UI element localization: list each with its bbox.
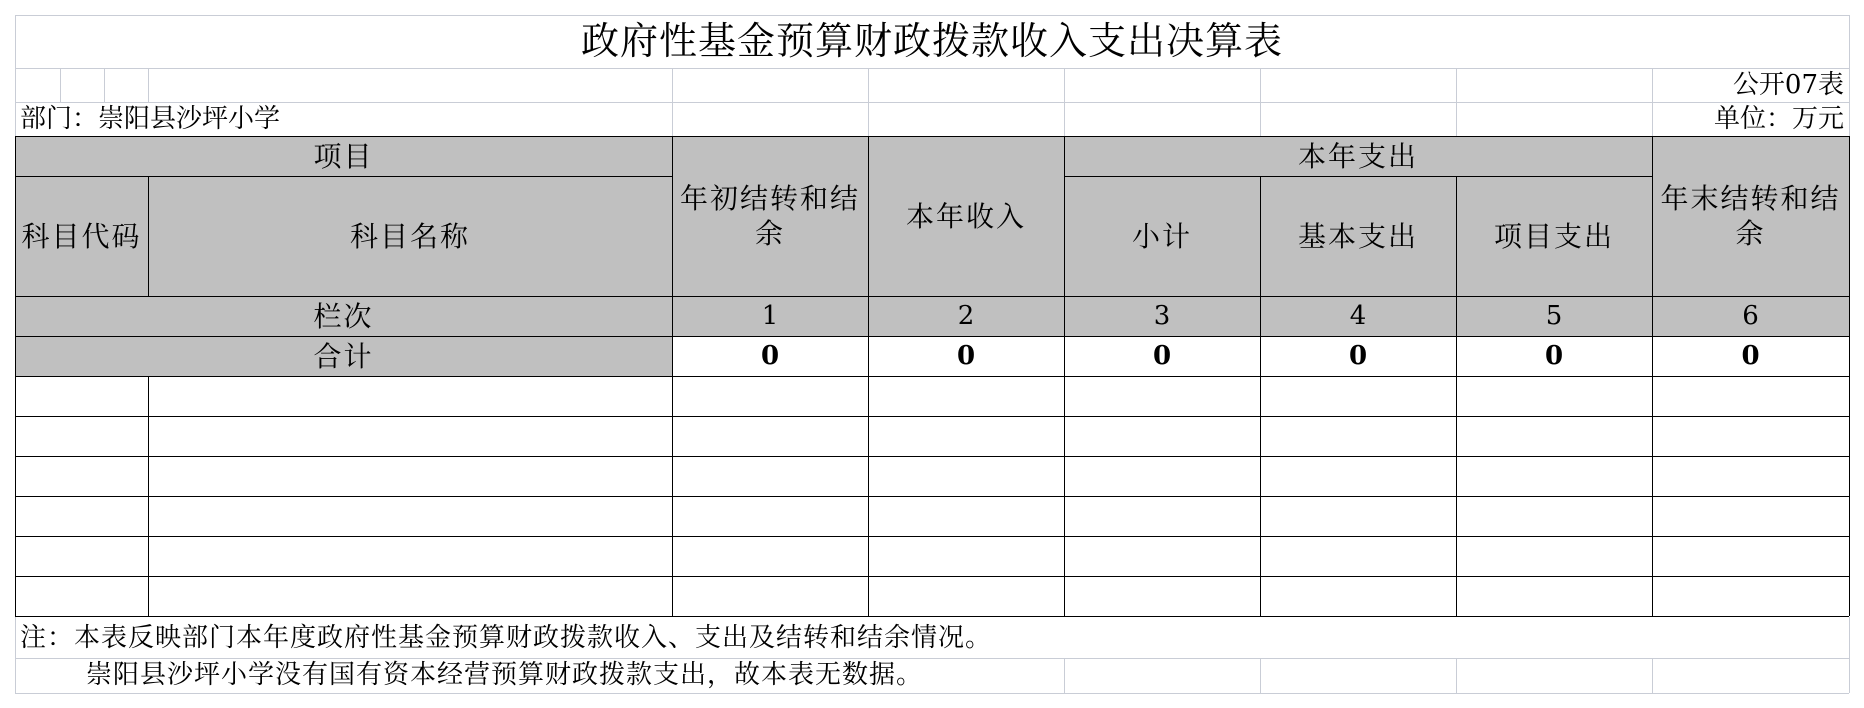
gridline	[60, 68, 61, 102]
header-code: 科目代码	[21, 219, 142, 253]
gridline	[104, 68, 105, 102]
table-border	[148, 376, 149, 616]
table-border	[15, 576, 1849, 577]
form-code: 公开07表	[1732, 69, 1844, 100]
gridline	[672, 68, 673, 136]
table-border	[1849, 136, 1850, 616]
table-border	[15, 616, 1849, 617]
gridline	[1456, 68, 1457, 136]
table-border	[15, 376, 1849, 377]
header-project: 项目	[313, 139, 374, 173]
unit-label: 单位：万元	[1713, 103, 1844, 134]
gridline	[1849, 15, 1850, 136]
gridline	[15, 693, 1849, 694]
header-carry-begin: 年初结转和结余	[679, 182, 860, 250]
row-index-cell: 6	[1742, 300, 1759, 331]
header-name: 科目名称	[349, 219, 470, 253]
table-border	[15, 536, 1849, 537]
total-value: 0	[956, 340, 976, 371]
table-border	[15, 456, 1849, 457]
header-subtotal: 小计	[1131, 219, 1192, 253]
gridline	[1064, 68, 1065, 136]
page-title: 政府性基金预算财政拨款收入支出决算表	[580, 18, 1283, 63]
gridline	[15, 617, 16, 693]
gridline	[868, 68, 869, 136]
row-index-cell: 1	[761, 300, 779, 331]
gridline	[15, 68, 1849, 69]
gridline	[1260, 658, 1261, 693]
total-value: 0	[1544, 340, 1564, 371]
row-index-cell: 5	[1545, 300, 1563, 331]
total-value: 0	[1348, 340, 1368, 371]
header-carry-end: 年末结转和结余	[1660, 182, 1841, 250]
row-index-label: 栏次	[313, 299, 374, 333]
gridline	[1456, 658, 1457, 693]
note-line-1: 注：本表反映部门本年度政府性基金预算财政拨款收入、支出及结转和结余情况。	[20, 622, 993, 653]
total-value: 0	[760, 340, 780, 371]
total-value: 0	[1741, 340, 1760, 371]
total-label: 合计	[313, 339, 374, 373]
gridline	[1260, 68, 1261, 136]
gridline	[1652, 658, 1653, 693]
row-index-cell: 3	[1153, 300, 1171, 331]
table-border	[15, 496, 1849, 497]
header-expense: 本年支出	[1297, 139, 1418, 173]
header-project-expense: 项目支出	[1493, 219, 1614, 253]
total-value: 0	[1152, 340, 1172, 371]
header-income: 本年收入	[905, 199, 1026, 233]
table-border	[15, 416, 1849, 417]
gridline	[1849, 617, 1850, 693]
row-index-cell: 4	[1349, 300, 1367, 331]
department-label: 部门：崇阳县沙坪小学	[20, 103, 281, 134]
note-line-2: 崇阳县沙坪小学没有国有资本经营预算财政拨款支出，故本表无数据。	[86, 660, 924, 691]
header-basic: 基本支出	[1297, 219, 1418, 253]
gridline	[148, 68, 149, 102]
table-border	[672, 136, 673, 616]
row-index-cell: 2	[957, 300, 975, 331]
table-border	[1652, 136, 1653, 616]
